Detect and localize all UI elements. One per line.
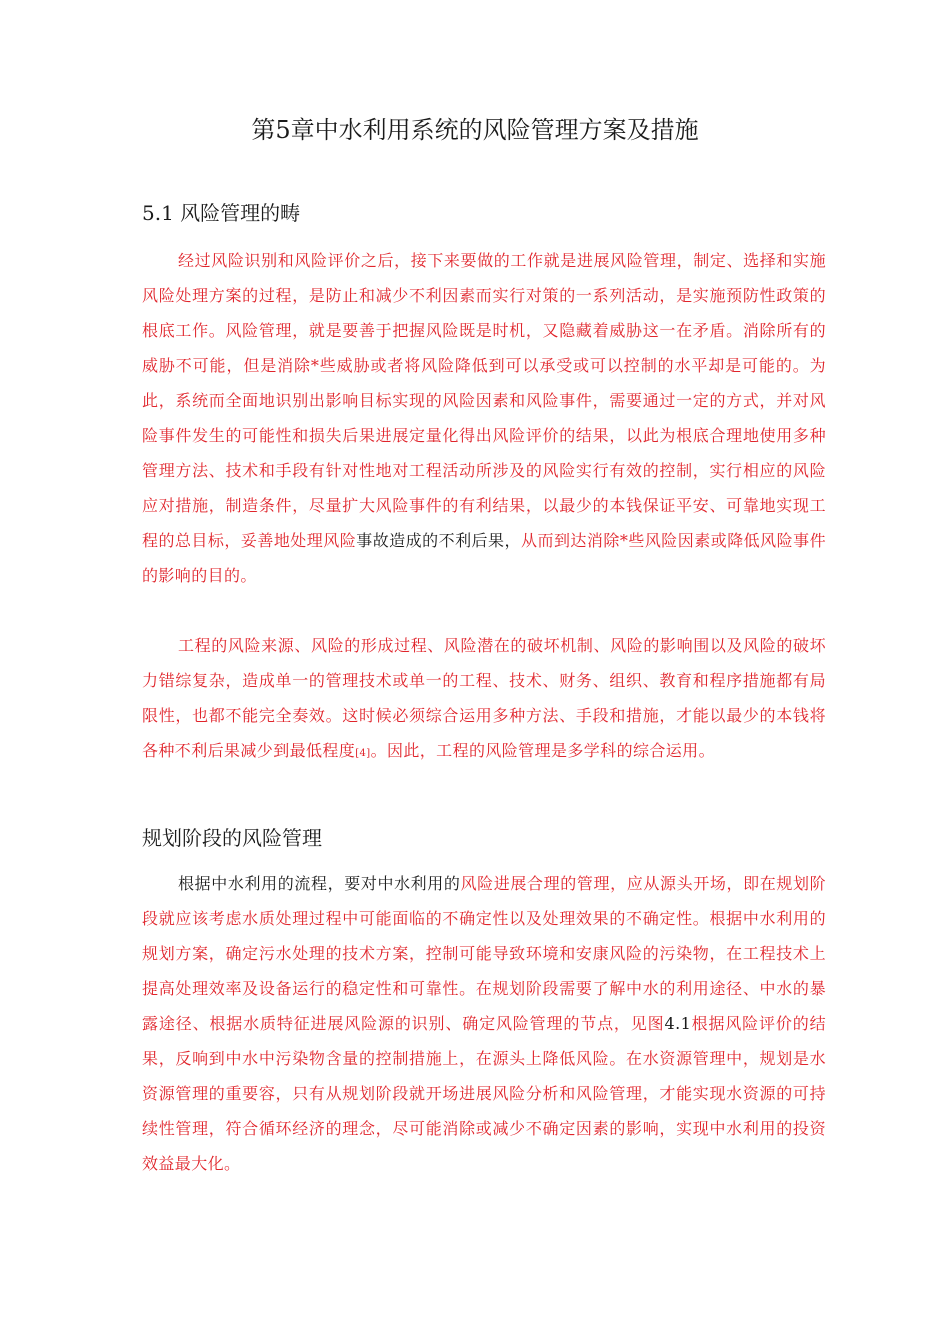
paragraph-3-text-red: 风险进展合理的管理，应从源头开场，即在规划阶段就应该考虑水质处理过程中可能面临的不确定性以及处理效果的不确定性。根据中水利用的规划方案，确定污水处理的技术方案，控制可能导致环境和安康风险的污染物，在工程技术上提高处理效率及设备运行的稳定性和可靠性。在规划阶段需要了解中水的利用途径、中水的暴露途径、根据水质特征进展风险源的识别、确定风险管理的节点，见图 xyxy=(142,874,826,1033)
paragraph-1-text-red: 经过风险识别和风险评价之后，接下来要做的工作就是进展风险管理，制定、选择和实施风险处理方案的过程，是防止和减少不利因素而实行对策的一系列活动，是实施预防性政策的根底工作。风险管理，就是要善于把握风险既是时机，又隐藏着威胁这一在矛盾。消除所有的威胁不可能，但是消除*些威胁或者将风险降低到可以承受或可以控制的水平却是可能的。为此，系统而全面地识别出影响目标实现的风险因素和风险事件，需要通过一定的方式，并对风险事件发生的可能性和损失后果进展定量化得出风险评价的结果，以此为根底合理地使用多种管理方法、技术和手段有针对性地对工程活动所涉及的风险实行有效的控制，实行相应的风险应对措施，制造条件，尽量扩大风险事件的有利结果，以最少的本钱保证平安、可靠地实现工程的总目标，妥善地处理风险 xyxy=(142,251,826,550)
paragraph-2 xyxy=(142,628,826,771)
paragraph-3-text-red-end: 根据风险评价的结果，反响到中水中污染物含量的控制措施上，在源头上降低风险。在水资源管理中，规划是水资源管理的重要容，只有从规划阶段就开场进展风险分析和风险管理，才能实现水资源的可持续性管理，符合循环经济的理念，尽可能消除或减少不确定因素的影响，实现中水利用的投资效益最大化。 xyxy=(142,1014,826,1173)
chapter-title: 第5章中水利用系统的风险管理方案及措施 xyxy=(251,116,699,144)
paragraph-1-text-black: 事故造成的不利后果， xyxy=(356,531,521,550)
citation-marker: [4] xyxy=(355,748,371,759)
paragraph-1 xyxy=(142,243,826,593)
subsection-title: 规划阶段的风险管理 xyxy=(142,826,322,850)
figure-reference: 4.1 xyxy=(664,1014,692,1033)
paragraph-1-text-red-end: 从而到达消除*些风险因素或降低风险事件的影响的目的。 xyxy=(142,531,826,585)
paragraph-3 xyxy=(142,866,826,1181)
section-title: 5.1 风险管理的畴 xyxy=(142,201,301,225)
paragraph-3-text-black: 根据中水利用的流程，要对中水利用的 xyxy=(178,874,461,893)
paragraph-2-text-red: 工程的风险来源、风险的形成过程、风险潜在的破坏机制、风险的影响围以及风险的破坏力错综复杂，造成单一的管理技术或单一的工程、技术、财务、组织、教育和程序措施都有局限性，也都不能完全奏效。这时候必须综合运用多种方法、手段和措施，才能以最少的本钱将各种不利后果减少到最低程度 xyxy=(142,636,826,760)
paragraph-2-text-red-end: 。因此，工程的风险管理是多学科的综合运用。 xyxy=(370,741,715,760)
